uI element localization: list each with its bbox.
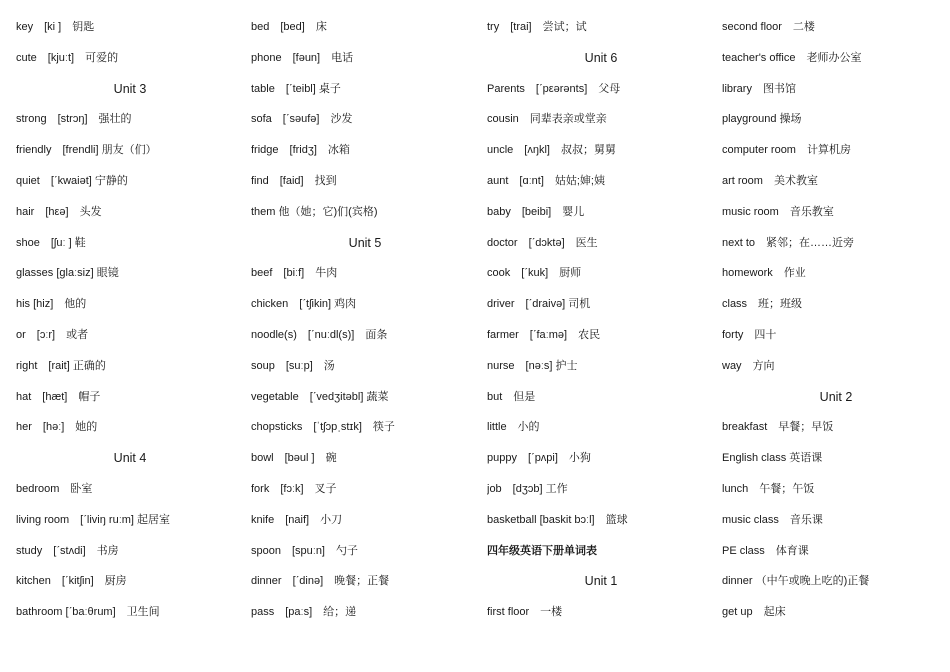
vocab-entry: dinner [ˊdinə] 晚餐；正餐 [251,575,390,588]
vocab-entry: forty 四十 [722,328,777,341]
vocab-entry: study [ˊstʌdi] 书房 [16,544,119,557]
vocab-entry: teacher's office 老师办公室 [722,51,862,64]
unit-title: Unit 5 [348,235,382,250]
vocab-entry: class 班；班级 [722,298,803,311]
vocab-entry: farmer [ˊfaːmə] 农民 [487,328,601,341]
vocab-entry: computer room 计算机房 [722,144,851,157]
vocab-entry: table [ˊteibl] 桌子 [251,82,341,95]
vocab-entry: art room 美术教室 [722,174,818,187]
vocab-entry: music room 音乐教室 [722,205,834,218]
column-4 [722,12,950,628]
vocab-entry: quiet [ˊkwaiət] 宁静的 [16,174,128,187]
vocab-entry: hair [hεə] 头发 [16,205,102,218]
vocab-entry: but 但是 [487,390,536,403]
vocab-entry: first floor 一楼 [487,606,563,619]
unit-title: Unit 6 [584,50,618,65]
vocab-entry: try [trai] 尝试；试 [487,21,587,33]
vocab-entry: Parents [ˊpεərənts] 父母 [487,82,621,95]
vocab-entry: homework 作业 [722,267,806,280]
vocab-entry: kitchen [ˊkitʃin] 厨房 [16,575,127,588]
vocab-entry: puppy [ˊpʌpi] 小狗 [487,452,591,465]
vocab-entry: soup [suːp] 汤 [251,359,335,372]
vocab-entry: chicken [ˊtʃikin] 鸡肉 [251,298,357,311]
vocab-entry: noodle(s) [ˊnuːdl(s)] 面条 [251,328,388,341]
vocab-entry: phone [fəun] 电话 [251,51,354,64]
vocab-entry: vegetable [ˊvedʒitəbl] 蔬菜 [251,390,389,403]
vocab-entry: spoon [spuːn] 勺子 [251,544,358,557]
vocab-entry: sofa [ˊsəufə] 沙发 [251,113,353,126]
section-heading: 四年级英语下册单词表 [487,544,597,557]
vocab-entry: baby [beibi] 婴儿 [487,205,585,218]
vocab-entry: bedroom 卧室 [16,482,93,495]
vocab-entry: music class 音乐课 [722,513,823,526]
vocab-entry: find [faid] 找到 [251,174,337,187]
vocab-entry: playground 操场 [722,113,802,126]
vocab-entry: uncle [ʌŋkl] 叔叔；舅舅 [487,144,616,157]
vocab-entry: cousin 同辈表亲或堂亲 [487,113,607,126]
vocab-entry: doctor [ˊdɔktə] 医生 [487,236,598,249]
vocab-entry: lunch 午餐；午饭 [722,482,815,495]
vocab-entry: bathroom [ˊbaːθrum] 卫生间 [16,606,160,619]
vocab-entry: second floor 二楼 [722,21,815,33]
vocab-entry: nurse [nəːs] 护士 [487,359,578,372]
vocab-entry: pass [paːs] 给；递 [251,606,357,619]
vocab-entry: hat [hæt] 帽子 [16,390,101,403]
vocab-entry: dinner （中午或晚上吃的)正餐 [722,575,870,588]
vocab-entry: breakfast 早餐；早饭 [722,421,834,434]
vocab-entry: right [rait] 正确的 [16,359,106,372]
vocab-entry: fork [fɔːk] 叉子 [251,482,337,495]
vocab-entry: library 图书馆 [722,82,796,95]
vocab-entry: job [dʒɔb] 工作 [487,482,568,495]
unit-title: Unit 1 [584,574,618,589]
vocab-entry: aunt [ɑːnt] 姑姑;婶;姨 [487,174,605,187]
vocab-entry: cute [kjuːt] 可爱的 [16,51,119,64]
vocab-entry: PE class 体育课 [722,544,809,557]
vocab-entry: chopsticks [ˈtʃɔpˌstɪk] 筷子 [251,421,395,434]
vocab-entry: knife [naif] 小刀 [251,513,343,526]
vocab-entry: beef [biːf] 牛肉 [251,267,338,280]
vocab-entry: key [ki ] 钥匙 [16,21,95,33]
vocab-entry: bowl [bəul ] 碗 [251,452,337,465]
vocab-entry: English class 英语课 [722,452,823,465]
unit-title: Unit 3 [113,81,147,96]
column-1 [16,12,244,628]
vocab-entry: get up 起床 [722,606,786,619]
column-3 [487,12,715,628]
vocab-entry: his [hiz] 他的 [16,298,87,311]
column-2 [251,12,479,628]
vocab-entry: cook [ˊkuk] 厨师 [487,267,582,280]
vocab-entry: glasses [glaːsiz] 眼镜 [16,267,119,280]
unit-title: Unit 2 [819,389,853,404]
vocab-entry: next to 紧邻；在……近旁 [722,236,855,249]
vocab-entry: or [ɔːr] 或者 [16,328,89,341]
vocab-entry: friendly [frendli] 朋友（们） [16,144,157,157]
vocab-entry: strong [strɔŋ] 强壮的 [16,113,132,126]
vocab-entry: them 他（她；它)们(宾格) [251,205,378,218]
vocab-entry: way 方向 [722,359,775,372]
vocab-entry: bed [bed] 床 [251,21,327,33]
vocab-entry: living room [ˊliviŋ ruːm] 起居室 [16,513,171,526]
vocab-entry: little 小的 [487,421,540,434]
vocab-entry: fridge [fridʒ] 冰箱 [251,144,350,157]
vocab-entry: shoe [ʃuː ] 鞋 [16,236,86,249]
vocab-entry: basketball [baskit bɔːl] 篮球 [487,513,628,526]
unit-title: Unit 4 [113,451,147,466]
vocab-entry: driver [ˊdraivə] 司机 [487,298,591,311]
vocab-entry: her [həː] 她的 [16,421,98,434]
